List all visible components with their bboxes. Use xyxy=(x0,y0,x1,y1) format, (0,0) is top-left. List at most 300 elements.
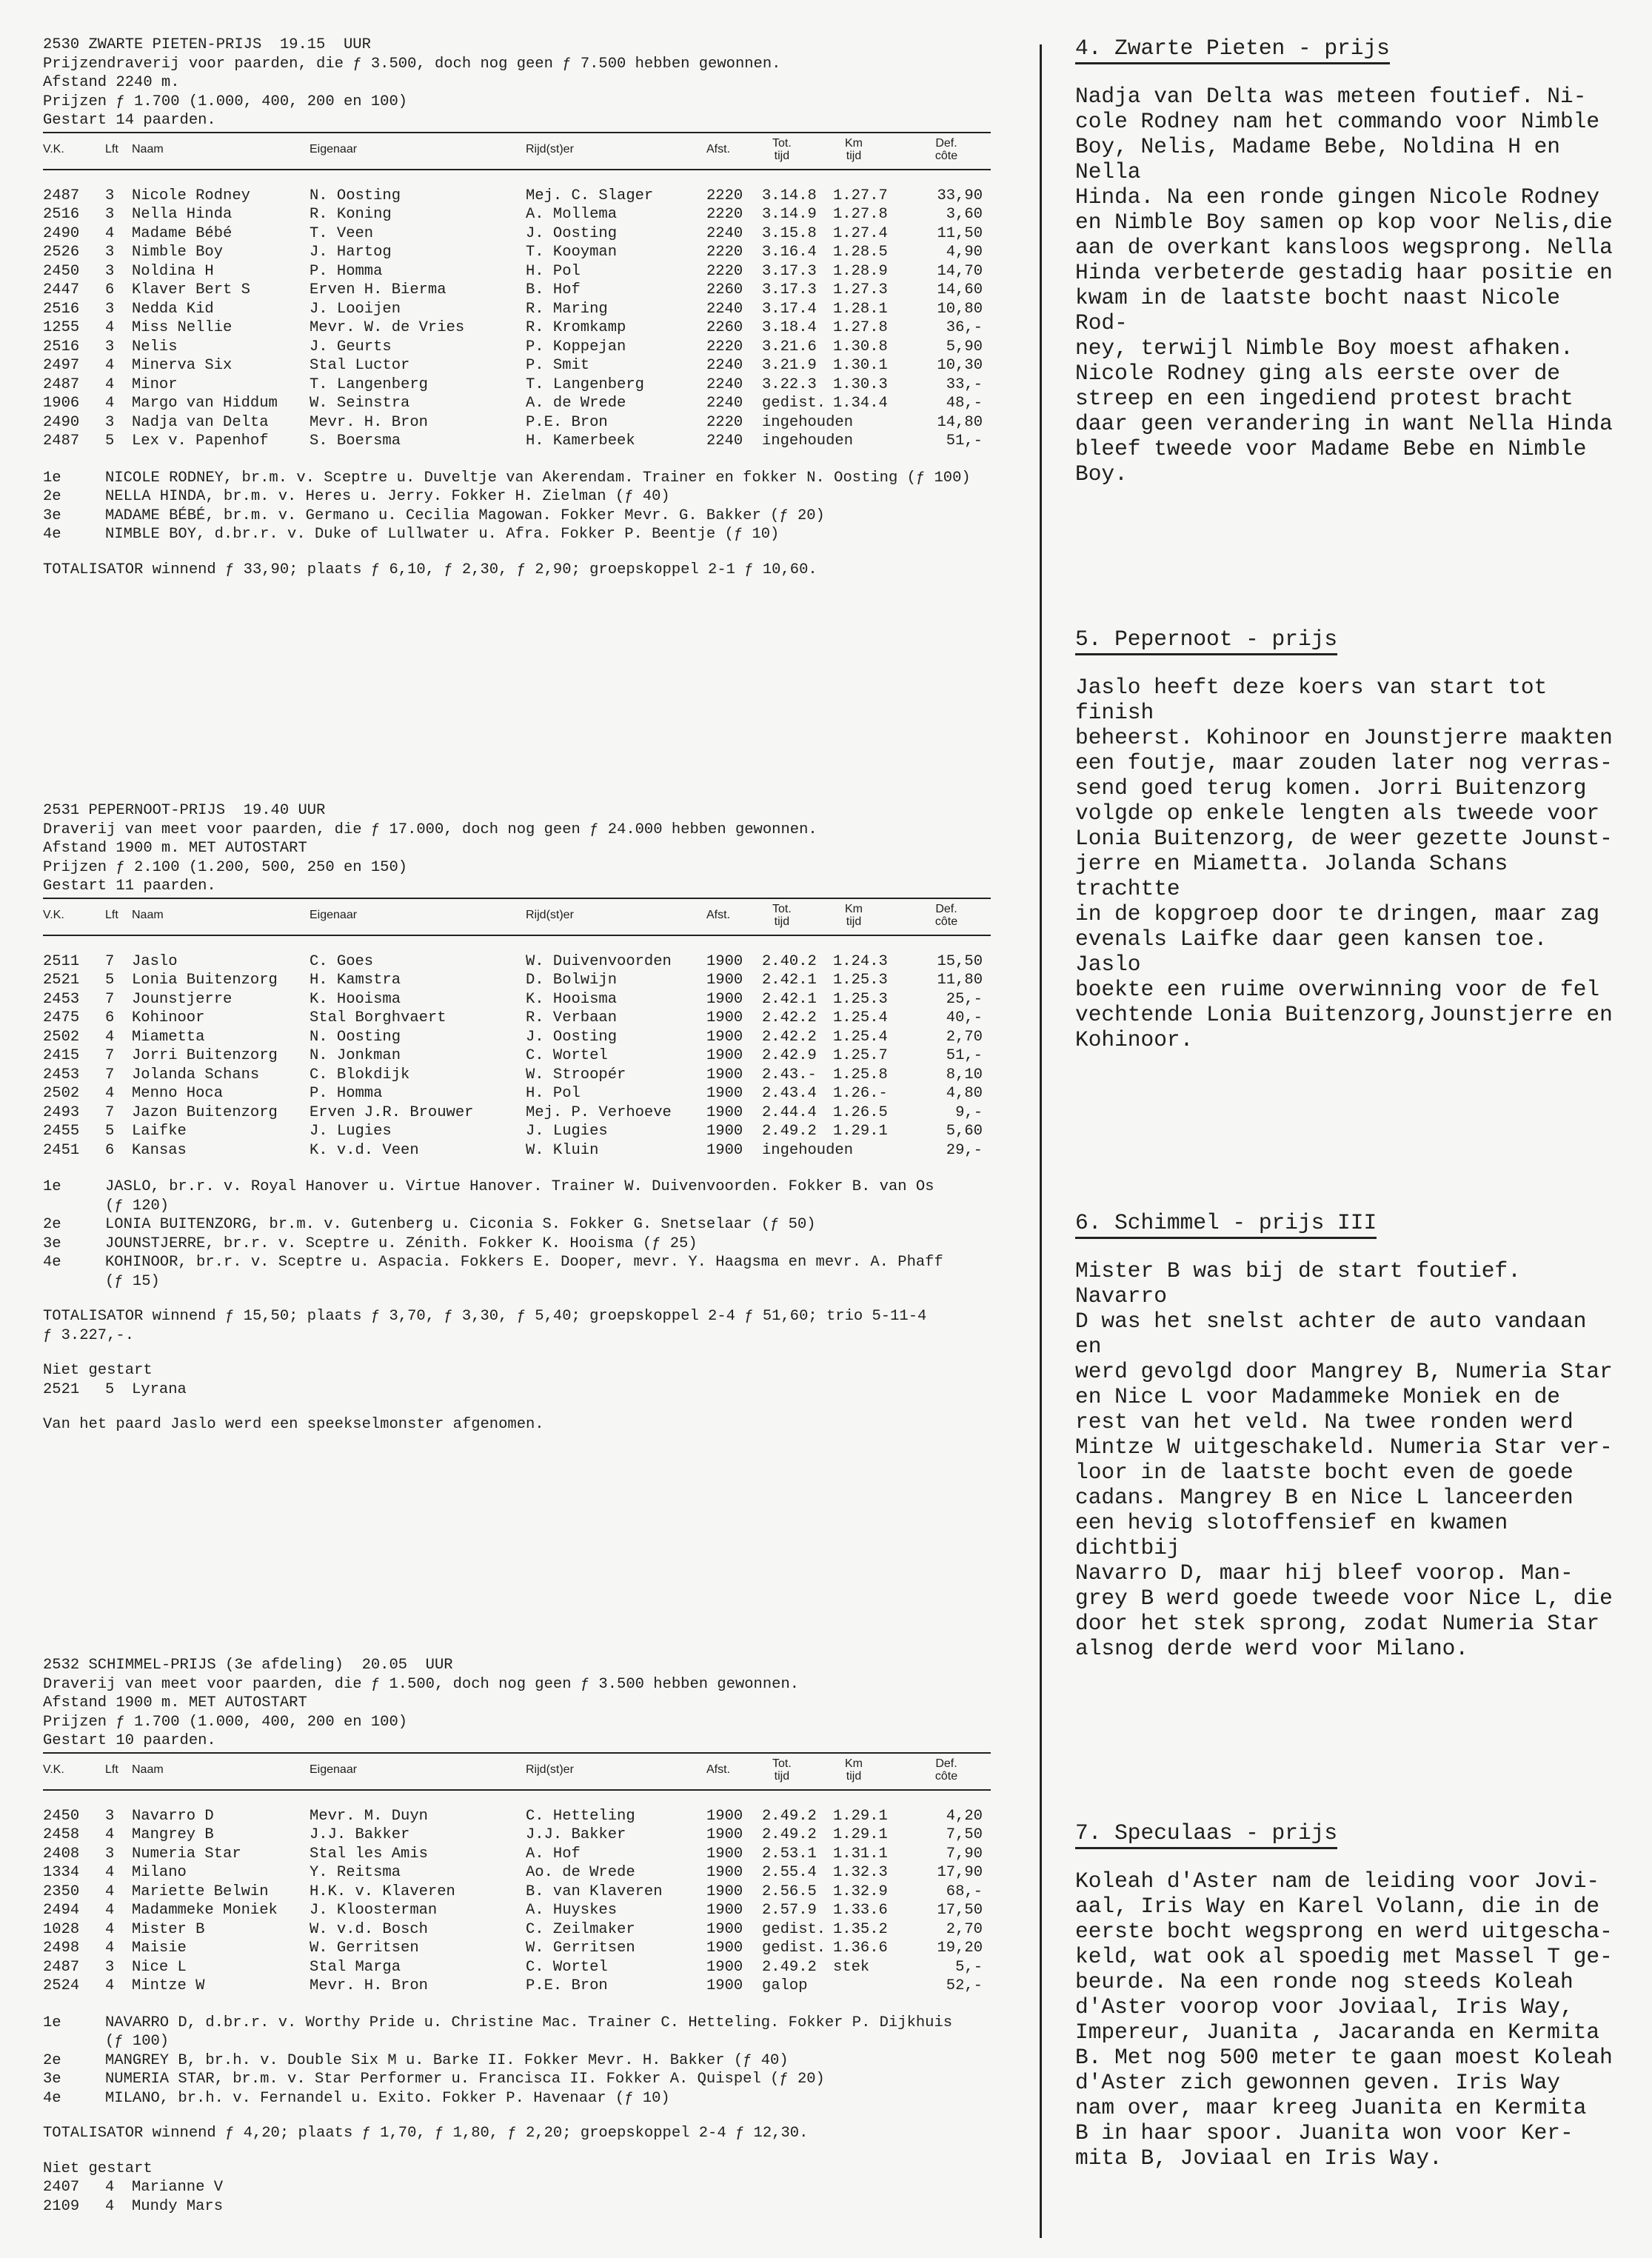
placing-position: 4e xyxy=(43,526,61,543)
table-cell: 2516 xyxy=(43,300,80,318)
col-tot: Tot. tijd xyxy=(772,1757,792,1783)
table-cell: W. Kluin xyxy=(526,1141,599,1159)
table-cell: Mariette Belwin xyxy=(132,1883,269,1900)
table-cell: 1900 xyxy=(706,1826,743,1843)
placing xyxy=(43,2070,991,2089)
table-cell: 2.49.2 xyxy=(762,1958,817,1976)
table-cell: 2240 xyxy=(706,432,743,450)
col-naam: Naam xyxy=(132,908,164,921)
table-cell: 2.55.4 xyxy=(762,1864,817,1881)
table-cell: 3.21.9 xyxy=(762,357,817,374)
table-cell: 3 xyxy=(105,300,115,318)
table-cell: 2455 xyxy=(43,1123,80,1140)
table-cell: 51,- xyxy=(946,432,983,450)
header-line: 2530 ZWARTE PIETEN-PRIJS 19.15 UUR xyxy=(43,36,371,53)
table-cell: W. Stroopér xyxy=(526,1066,626,1083)
table-cell: 1900 xyxy=(706,1864,743,1881)
table-row xyxy=(43,952,991,972)
report-text: Jaslo heeft deze koers van start tot finish beheerst. Kohinoor en Jounstjerre maakten een foutje, maar zouden later nog verras- send goed terug komen. Jorri Buitenzorg volgde op enkele lengten als tweede voor Lonia Buitenzorg, de weer gezette Jounst- jerre en Miametta. Jolanda Schans trachtte in de kopgroep door te dringen, maar zag evenals Laifke daar geen kansen toe. Jaslo boekte een ruime overwinning voor de fel vechtende Lonia Buitenzorg,Jounstjerre en Kohinoor. xyxy=(1075,675,1613,1052)
table-row xyxy=(43,1826,991,1845)
placing xyxy=(43,2051,991,2071)
table-cell: 51,- xyxy=(946,1047,983,1064)
table-row xyxy=(43,205,991,224)
table-cell: 4,90 xyxy=(946,244,983,261)
table-cell: 2.57.9 xyxy=(762,1902,817,1919)
table-cell: Lonia Buitenzorg xyxy=(132,972,278,989)
col-naam: Naam xyxy=(132,142,164,156)
placing-position: 1e xyxy=(43,469,61,487)
table-cell: Mevr. M. Duyn xyxy=(310,1807,428,1825)
table-cell: 2475 xyxy=(43,1009,80,1026)
col-eigenaar: Eigenaar xyxy=(310,142,358,156)
race-2531 xyxy=(43,801,991,1434)
table-cell: 1900 xyxy=(706,990,743,1008)
table-cell: 2458 xyxy=(43,1826,80,1843)
table-cell: 2220 xyxy=(706,413,743,431)
table-cell: Miss Nellie xyxy=(132,319,233,336)
table-cell: 4 xyxy=(105,1940,115,1957)
table-cell: W. Gerritsen xyxy=(526,1940,635,1957)
table-cell: 4 xyxy=(105,375,115,393)
placings xyxy=(43,1178,991,1291)
table-cell: 2350 xyxy=(43,1883,80,1900)
table-cell: Stal les Amis xyxy=(310,1845,428,1863)
report-text: Nadja van Delta was meteen foutief. Ni- cole Rodney nam het commando voor Nimble Boy, Nelis, Madame Bebe, Noldina H en Nella Hinda. Na een ronde gingen Nicole Rodney en Nimble Boy samen op kop voor Nelis,die aan de overkant kansloos wegsprong. Nella Hinda verbeterde gestadig haar positie en kwam in de laatste bocht naast Nicole Rod- ney, terwijl Nimble Boy moest afhaken. Nicole Rodney ging als eerste over de streep en een ingediend protest bracht daar geen verandering in want Nella Hinda bleef tweede voor Madame Bebe en Nimble Boy. xyxy=(1075,84,1613,487)
table-row xyxy=(43,413,991,432)
placing xyxy=(43,1215,991,1235)
table-cell: 5,- xyxy=(955,1958,983,1976)
table-row xyxy=(43,187,991,206)
table-cell: Minerva Six xyxy=(132,357,233,374)
table-cell: 4 xyxy=(105,1977,115,1994)
table-cell: Jolanda Schans xyxy=(132,1066,260,1083)
table-cell: 3 xyxy=(105,413,115,431)
placing xyxy=(43,1235,991,1254)
table-cell: 2494 xyxy=(43,1902,80,1919)
table-cell: 7 xyxy=(105,952,115,970)
niet-gestart-label: Niet gestart xyxy=(43,2160,153,2177)
table-cell: 4 xyxy=(105,357,115,374)
table-cell: 1900 xyxy=(706,1807,743,1825)
table-cell: 52,- xyxy=(946,1977,983,1994)
table-cell: N. Oosting xyxy=(310,1028,401,1046)
table-cell: 1.32.9 xyxy=(833,1883,888,1900)
table-cell: Kansas xyxy=(132,1141,187,1159)
table-cell: Nedda Kid xyxy=(132,300,214,318)
table-cell: Miametta xyxy=(132,1028,205,1046)
table-cell: 3.18.4 xyxy=(762,319,817,336)
col-vk: V.K. xyxy=(43,908,64,921)
col-km: Km tijd xyxy=(845,1757,863,1783)
table-cell: 2453 xyxy=(43,1066,80,1083)
placing-text: LONIA BUITENZORG, br.m. v. Gutenberg u. Ciconia S. Fokker G. Snetselaar (ƒ 50) xyxy=(105,1216,816,1233)
table-row xyxy=(43,1883,991,1902)
table-cell: 1.25.4 xyxy=(833,1009,888,1026)
table-cell: Margo van Hiddum xyxy=(132,395,278,412)
table-cell: 1334 xyxy=(43,1864,80,1881)
table-cell: P. Homma xyxy=(310,1085,383,1102)
table-cell: Mej. C. Slager xyxy=(526,187,654,204)
placing-position: 1e xyxy=(43,2014,61,2031)
table-cell: 3.16.4 xyxy=(762,244,817,261)
table-cell: 1900 xyxy=(706,1103,743,1121)
table-cell: 2511 xyxy=(43,952,80,970)
table-row xyxy=(43,432,991,451)
table-cell: 2498 xyxy=(43,1940,80,1957)
placings xyxy=(43,469,991,544)
table-cell: Minor xyxy=(132,375,178,393)
table-cell: T. Veen xyxy=(310,224,374,242)
table-cell: 3 xyxy=(105,187,115,204)
column-divider xyxy=(1040,44,1042,2238)
table-cell: 33,90 xyxy=(937,187,983,204)
table-cell: Milano xyxy=(132,1864,187,1881)
col-eigenaar: Eigenaar xyxy=(310,1763,358,1776)
table-cell: gedist. xyxy=(762,1940,826,1957)
table-cell: 2521 xyxy=(43,1380,80,1398)
table-cell: 4 xyxy=(105,1883,115,1900)
table-cell: 1.29.1 xyxy=(833,1807,888,1825)
table-cell: 6 xyxy=(105,1141,115,1159)
table-cell: 17,90 xyxy=(937,1864,983,1881)
table-cell: 1.29.1 xyxy=(833,1123,888,1140)
table-row xyxy=(43,1009,991,1028)
table-row xyxy=(43,1845,991,1864)
table-cell: R. Verbaan xyxy=(526,1009,618,1026)
col-eigenaar: Eigenaar xyxy=(310,908,358,921)
table-cell: 2.49.2 xyxy=(762,1807,817,1825)
table-cell: J. Kloosterman xyxy=(310,1902,438,1919)
table-cell: J.J. Bakker xyxy=(526,1826,626,1843)
col-tot: Tot. tijd xyxy=(772,136,792,162)
placing xyxy=(43,1253,991,1291)
table-cell: 2220 xyxy=(706,187,743,204)
table-cell: 2408 xyxy=(43,1845,80,1863)
table-cell: H. Kamstra xyxy=(310,972,401,989)
table-cell: 6 xyxy=(105,1009,115,1026)
table-cell: P. Homma xyxy=(310,262,383,280)
table-cell: 5 xyxy=(105,1380,115,1398)
table-cell: Stal Marga xyxy=(310,1958,401,1976)
table-cell: 2260 xyxy=(706,281,743,298)
placing-position: 2e xyxy=(43,1216,61,1233)
table-cell: 2.42.2 xyxy=(762,1009,817,1026)
col-tot: Tot. tijd xyxy=(772,902,792,928)
header-line: 2531 PEPERNOOT-PRIJS 19.40 UUR xyxy=(43,802,326,819)
placing-text: MADAME BÉBÉ, br.m. v. Germano u. Cecilia Magowan. Fokker Mevr. G. Bakker (ƒ 20) xyxy=(105,507,825,524)
table-cell: Klaver Bert S xyxy=(132,281,250,298)
placing-position: 1e xyxy=(43,1178,61,1195)
table-cell: Lyrana xyxy=(132,1380,187,1398)
table-cell: 3 xyxy=(105,206,115,223)
placing-text: NICOLE RODNEY, br.m. v. Sceptre u. Duveltje van Akerendam. Trainer en fokker N. Oosting (ƒ 100) xyxy=(105,469,971,487)
table-cell: ingehouden xyxy=(762,413,854,431)
table-cell: 11,80 xyxy=(937,972,983,989)
table-cell: 5,90 xyxy=(946,338,983,355)
table-cell: W. Seinstra xyxy=(310,395,410,412)
table-cell: 17,50 xyxy=(937,1902,983,1919)
table-cell: 7 xyxy=(105,990,115,1008)
table-row xyxy=(43,1141,991,1160)
table-cell: 1900 xyxy=(706,1920,743,1938)
table-cell: 2524 xyxy=(43,1977,80,1994)
table-cell: 2487 xyxy=(43,375,80,393)
table-cell: 1900 xyxy=(706,1977,743,1994)
table-row xyxy=(43,338,991,357)
table-cell: 2.49.2 xyxy=(762,1826,817,1843)
table-cell: 2450 xyxy=(43,1807,80,1825)
table-cell: 1900 xyxy=(706,1085,743,1102)
table-cell: 3 xyxy=(105,244,115,261)
placing-text: MANGREY B, br.h. v. Double Six M u. Barke II. Fokker Mevr. H. Bakker (ƒ 40) xyxy=(105,2051,789,2069)
col-vk: V.K. xyxy=(43,1763,64,1776)
table-cell: 1.35.2 xyxy=(833,1920,888,1938)
table-cell: Mundy Mars xyxy=(132,2197,224,2215)
table-cell: 1.28.9 xyxy=(833,262,888,280)
table-cell: Stal Borghvaert xyxy=(310,1009,447,1026)
table-cell: Jazon Buitenzorg xyxy=(132,1103,278,1121)
table-cell: C. Wortel xyxy=(526,1047,608,1064)
table-cell: gedist. xyxy=(762,1920,826,1938)
table-cell: 4 xyxy=(105,1864,115,1881)
report-text: Koleah d'Aster nam de leiding voor Jovi- aal, Iris Way en Karel Volann, die in de eerste bocht wegsprong en werd uitgescha- keld, wat ook al spoedig met Massel T ge- beurde. Na een ronde nog steeds Koleah d'Aster voorop voor Joviaal, Iris Way, Impereur, Juanita , Jacaranda en Kermita B. Met nog 500 meter te gaan moest Koleah d'Aster zich gewonnen geven. Iris Way nam over, maar kreeg Juanita en Kermita B in haar spoor. Juanita won voor Ker- mita B, Joviaal en Iris Way. xyxy=(1075,1868,1613,2171)
table-cell: 1.27.8 xyxy=(833,319,888,336)
header-line: Draverij van meet voor paarden, die ƒ 17.000, doch nog geen ƒ 24.000 hebben gewonnen. xyxy=(43,821,817,838)
table-cell: 5 xyxy=(105,432,115,450)
table-cell: J. Lugies xyxy=(310,1123,392,1140)
table-cell: 1900 xyxy=(706,1066,743,1083)
header-line: Gestart 11 paarden. xyxy=(43,878,216,895)
table-cell: Laifke xyxy=(132,1123,187,1140)
table-cell: 1900 xyxy=(706,1958,743,1976)
table-cell: R. Kromkamp xyxy=(526,319,626,336)
table-cell: 3.14.9 xyxy=(762,206,817,223)
table-cell: P. Smit xyxy=(526,357,590,374)
table-cell: 2240 xyxy=(706,300,743,318)
placing-text: NUMERIA STAR, br.m. v. Star Performer u. Francisca II. Fokker A. Quispel (ƒ 20) xyxy=(105,2071,825,2088)
table-cell: 14,60 xyxy=(937,281,983,298)
table-cell: 1900 xyxy=(706,972,743,989)
table-cell: Ao. de Wrede xyxy=(526,1864,635,1881)
col-afst: Afst. xyxy=(706,1763,731,1776)
totalisator: TOTALISATOR winnend ƒ 33,90; plaats ƒ 6,10, ƒ 2,30, ƒ 2,90; groepskoppel 2-1 ƒ 10,60. xyxy=(43,561,817,578)
table-row xyxy=(43,1939,991,1958)
table-cell: galop xyxy=(762,1977,808,1994)
table-cell: 10,80 xyxy=(937,300,983,318)
table-cell: 2415 xyxy=(43,1047,80,1064)
table-cell: C. Wortel xyxy=(526,1958,608,1976)
race-2532 xyxy=(43,1656,991,2216)
table-cell: 1255 xyxy=(43,319,80,336)
table-cell: 3.22.3 xyxy=(762,375,817,393)
table-cell: 8,10 xyxy=(946,1066,983,1083)
placing xyxy=(43,2014,991,2051)
table-cell: Nicole Rodney xyxy=(132,187,250,204)
table-cell: 1.30.8 xyxy=(833,338,888,355)
table-cell: 3 xyxy=(105,1845,115,1863)
results-table xyxy=(43,187,991,451)
table-cell: 2453 xyxy=(43,990,80,1008)
table-cell: 5,60 xyxy=(946,1123,983,1140)
table-row xyxy=(43,1807,991,1826)
table-cell: 1900 xyxy=(706,1123,743,1140)
table-cell: 3.17.3 xyxy=(762,281,817,298)
column-header xyxy=(43,132,991,170)
table-cell: 2,70 xyxy=(946,1920,983,1938)
table-cell: H. Kamerbeek xyxy=(526,432,635,450)
col-afst: Afst. xyxy=(706,142,731,156)
table-cell: C. Zeilmaker xyxy=(526,1920,635,1938)
table-cell: 2516 xyxy=(43,338,80,355)
table-cell: Nice L xyxy=(132,1958,187,1976)
table-cell: 2220 xyxy=(706,338,743,355)
table-cell: 1.25.4 xyxy=(833,1028,888,1046)
table-cell: 40,- xyxy=(946,1009,983,1026)
table-cell: 2220 xyxy=(706,262,743,280)
table-cell: 14,70 xyxy=(937,262,983,280)
table-cell: 3,60 xyxy=(946,206,983,223)
table-cell: C. Goes xyxy=(310,952,374,970)
table-cell: 1900 xyxy=(706,952,743,970)
table-row xyxy=(43,1084,991,1103)
table-cell: Marianne V xyxy=(132,2179,224,2196)
table-cell: 1.28.5 xyxy=(833,244,888,261)
placing-position: 2e xyxy=(43,488,61,505)
placing-text: NAVARRO D, d.br.r. v. Worthy Pride u. Christine Mac. Trainer C. Hetteling. Fokker P. Dijkhuis (ƒ 100) xyxy=(105,2014,953,2050)
table-cell: 1.27.4 xyxy=(833,224,888,242)
table-cell: 7,50 xyxy=(946,1826,983,1843)
table-cell: 1.36.6 xyxy=(833,1940,888,1957)
table-cell: 1900 xyxy=(706,1845,743,1863)
table-cell: H.K. v. Klaveren xyxy=(310,1883,455,1900)
table-cell: J. Oosting xyxy=(526,1028,618,1046)
table-cell: 2490 xyxy=(43,413,80,431)
column-header xyxy=(43,1752,991,1791)
table-cell: Madame Bébé xyxy=(132,224,233,242)
table-row xyxy=(43,281,991,300)
table-cell: 2.42.1 xyxy=(762,990,817,1008)
header-line: Afstand 1900 m. MET AUTOSTART xyxy=(43,840,307,857)
table-row xyxy=(43,394,991,413)
col-rijder: Rijd(st)er xyxy=(526,1763,574,1776)
table-cell: Mintze W xyxy=(132,1977,205,1994)
table-row xyxy=(43,356,991,375)
table-cell: P.E. Bron xyxy=(526,413,608,431)
table-cell: 4 xyxy=(105,1826,115,1843)
table-cell: 4 xyxy=(105,1902,115,1919)
header-line: Prijzen ƒ 1.700 (1.000, 400, 200 en 100) xyxy=(43,1713,408,1731)
placing-position: 3e xyxy=(43,2071,61,2088)
table-row xyxy=(43,990,991,1009)
table-cell: 2493 xyxy=(43,1103,80,1121)
table-cell: 14,80 xyxy=(937,413,983,431)
table-cell: 2240 xyxy=(706,224,743,242)
table-row xyxy=(43,971,991,990)
table-cell: 2502 xyxy=(43,1085,80,1102)
race-header xyxy=(43,801,991,896)
table-cell: 1900 xyxy=(706,1883,743,1900)
col-cote: Def. côte xyxy=(934,1757,958,1783)
report-title: 5. Pepernoot - prijs xyxy=(1075,627,1337,655)
table-cell: 1.25.3 xyxy=(833,972,888,989)
table-row xyxy=(43,1028,991,1047)
column-header xyxy=(43,898,991,936)
table-cell: Mevr. W. de Vries xyxy=(310,319,465,336)
header-line: Gestart 14 paarden. xyxy=(43,112,216,129)
table-cell: 7 xyxy=(105,1066,115,1083)
table-cell: Nella Hinda xyxy=(132,206,233,223)
table-cell: K. Hooisma xyxy=(526,990,618,1008)
table-cell: Numeria Star xyxy=(132,1845,241,1863)
table-row xyxy=(43,1901,991,1920)
report-zwarte-pieten xyxy=(1075,36,1623,487)
table-cell: T. Kooyman xyxy=(526,244,618,261)
table-cell: 3 xyxy=(105,262,115,280)
table-cell: 3 xyxy=(105,1807,115,1825)
header-line: 2532 SCHIMMEL-PRIJS (3e afdeling) 20.05 UUR xyxy=(43,1657,453,1674)
race-note: Van het paard Jaslo werd een speekselmonster afgenomen. xyxy=(43,1416,544,1433)
table-cell: Erven J.R. Brouwer xyxy=(310,1103,474,1121)
col-rijder: Rijd(st)er xyxy=(526,142,574,156)
table-cell: 2.42.1 xyxy=(762,972,817,989)
col-km: Km tijd xyxy=(845,902,863,928)
col-cote: Def. côte xyxy=(934,902,958,928)
placing-text: KOHINOOR, br.r. v. Sceptre u. Aspacia. Fokkers E. Dooper, mevr. Y. Haagsma en mevr. A. Phaff (ƒ 15) xyxy=(105,1254,943,1290)
table-cell: 4 xyxy=(105,2197,115,2215)
table-cell: 4,80 xyxy=(946,1085,983,1102)
table-cell: Nelis xyxy=(132,338,178,355)
table-cell: 2.42.2 xyxy=(762,1028,817,1046)
table-cell: H. Pol xyxy=(526,262,581,280)
niet-gestart-row xyxy=(43,2178,991,2197)
table-cell: 2502 xyxy=(43,1028,80,1046)
table-cell: 4,20 xyxy=(946,1807,983,1825)
totalisator: TOTALISATOR winnend ƒ 15,50; plaats ƒ 3,70, ƒ 3,30, ƒ 5,40; groepskoppel 2-4 ƒ 51,60; trio 5-11-4 ƒ 3.227,-. xyxy=(43,1308,927,1344)
placing xyxy=(43,487,991,507)
table-cell: W. Duivenvoorden xyxy=(526,952,672,970)
table-cell: J.J. Bakker xyxy=(310,1826,410,1843)
col-lft: Lft xyxy=(105,1763,118,1776)
table-cell: 2240 xyxy=(706,357,743,374)
table-row xyxy=(43,1066,991,1085)
placing-position: 4e xyxy=(43,1254,61,1271)
table-cell: 2447 xyxy=(43,281,80,298)
table-cell: 4 xyxy=(105,1028,115,1046)
table-row xyxy=(43,1977,991,1996)
table-cell: Mister B xyxy=(132,1920,205,1938)
table-cell: 11,50 xyxy=(937,224,983,242)
totalisator: TOTALISATOR winnend ƒ 4,20; plaats ƒ 1,70, ƒ 1,80, ƒ 2,20; groepskoppel 2-4 ƒ 12,30. xyxy=(43,2125,809,2142)
col-lft: Lft xyxy=(105,142,118,156)
table-cell: 4 xyxy=(105,2179,115,2196)
table-cell: S. Boersma xyxy=(310,432,401,450)
table-cell: Jaslo xyxy=(132,952,178,970)
table-cell: 3.15.8 xyxy=(762,224,817,242)
table-cell: Maisie xyxy=(132,1940,187,1957)
placing xyxy=(43,507,991,526)
table-cell: 2240 xyxy=(706,395,743,412)
table-cell: 1.26.- xyxy=(833,1085,888,1102)
placing xyxy=(43,469,991,488)
table-cell: B. van Klaveren xyxy=(526,1883,663,1900)
table-row xyxy=(43,262,991,281)
table-cell: Stal Luctor xyxy=(310,357,410,374)
table-cell: 4 xyxy=(105,395,115,412)
table-cell: A. Hof xyxy=(526,1845,581,1863)
table-cell: H. Pol xyxy=(526,1085,581,1102)
table-cell: 1.32.3 xyxy=(833,1864,888,1881)
table-cell: A. Mollema xyxy=(526,206,618,223)
